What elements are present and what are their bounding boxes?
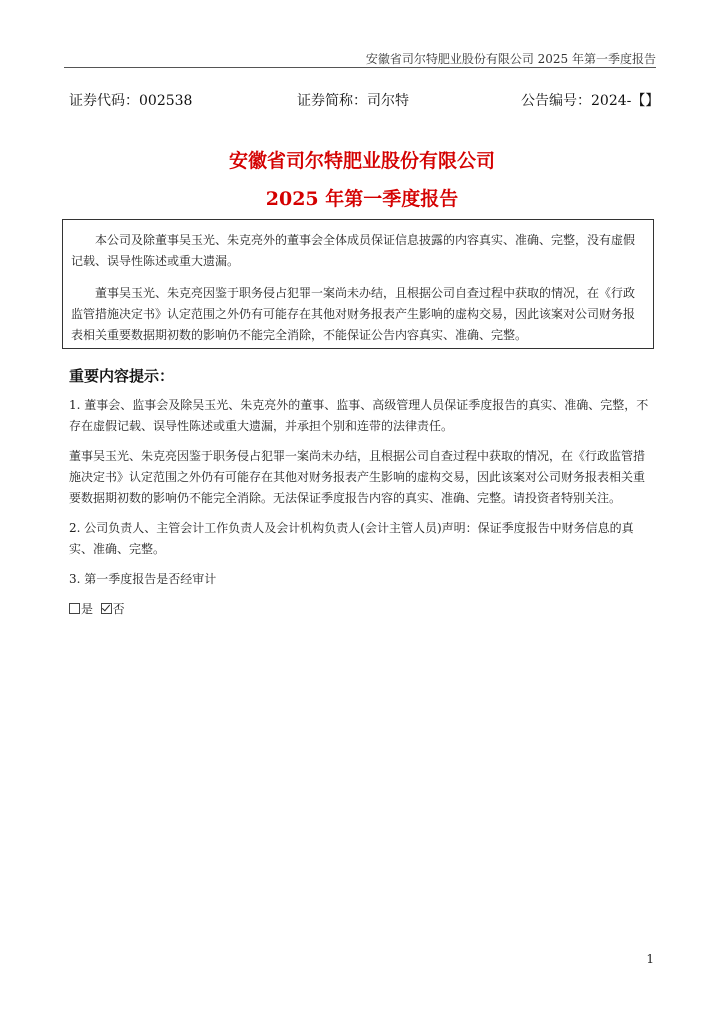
notice-number: 公告编号：2024-【】 — [521, 93, 660, 109]
audit-options — [69, 599, 656, 620]
stock-code: 证券代码：002538 — [69, 93, 193, 109]
audit-yes-label: 是 — [81, 602, 94, 616]
report-title: 2025 年第一季度报告 — [265, 188, 459, 210]
audit-yes-checkbox-icon — [69, 603, 80, 614]
important-notes — [69, 395, 656, 629]
page-number: 1 — [646, 952, 654, 966]
statement-paragraph-2: 董事吴玉光、朱克亮因鉴于职务侵占犯罪一案尚未办结，且根据公司自查过程中获取的情况，在《行政监管措施决定书》认定范围之外仍有可能存在其他对财务报表产生影响的虚构交易，因此该案对公司财务报表相关重要数据期初数的影响仍不能完全消除，不能保证公告内容真实、准确、完整。 — [71, 286, 636, 342]
item-2: 2. 公司负责人、主管会计工作负责人及会计机构负责人(会计主管人员)声明：保证季度报告中财务信息的真实、准确、完整。 — [69, 521, 634, 556]
section-title: 重要内容提示： — [69, 367, 175, 385]
item-3: 3. 第一季度报告是否经审计 — [69, 572, 217, 586]
statement-paragraph-1: 本公司及除董事吴玉光、朱克亮外的董事会全体成员保证信息披露的内容真实、准确、完整，没有虚假记载、误导性陈述或重大遗漏。 — [71, 233, 636, 268]
item-1-note: 董事吴玉光、朱克亮因鉴于职务侵占犯罪一案尚未办结，且根据公司自查过程中获取的情况，在《行政监管措施决定书》认定范围之外仍有可能存在其他对财务报表产生影响的虚构交易，因此该案对公司财务报表相关重要数据期初数的影响仍不能完全消除。无法保证季度报告内容的真实、准确、完整。请投资者特别关注。 — [69, 449, 646, 505]
statement-box — [62, 219, 654, 349]
running-header: 安徽省司尔特肥业股份有限公司 2025 年第一季度报告 — [365, 52, 656, 66]
item-1: 1. 董事会、监事会及除吴玉光、朱克亮外的董事、监事、高级管理人员保证季度报告的真实、准确、完整，不存在虚假记载、误导性陈述或重大遗漏，并承担个别和连带的法律责任。 — [69, 398, 649, 433]
audit-no-label: 否 — [112, 602, 125, 616]
header-rule — [64, 67, 656, 68]
company-title: 安徽省司尔特肥业股份有限公司 — [228, 150, 495, 172]
audit-no-checkbox-checked-icon — [101, 603, 112, 614]
stock-short-name: 证券简称：司尔特 — [297, 93, 409, 109]
